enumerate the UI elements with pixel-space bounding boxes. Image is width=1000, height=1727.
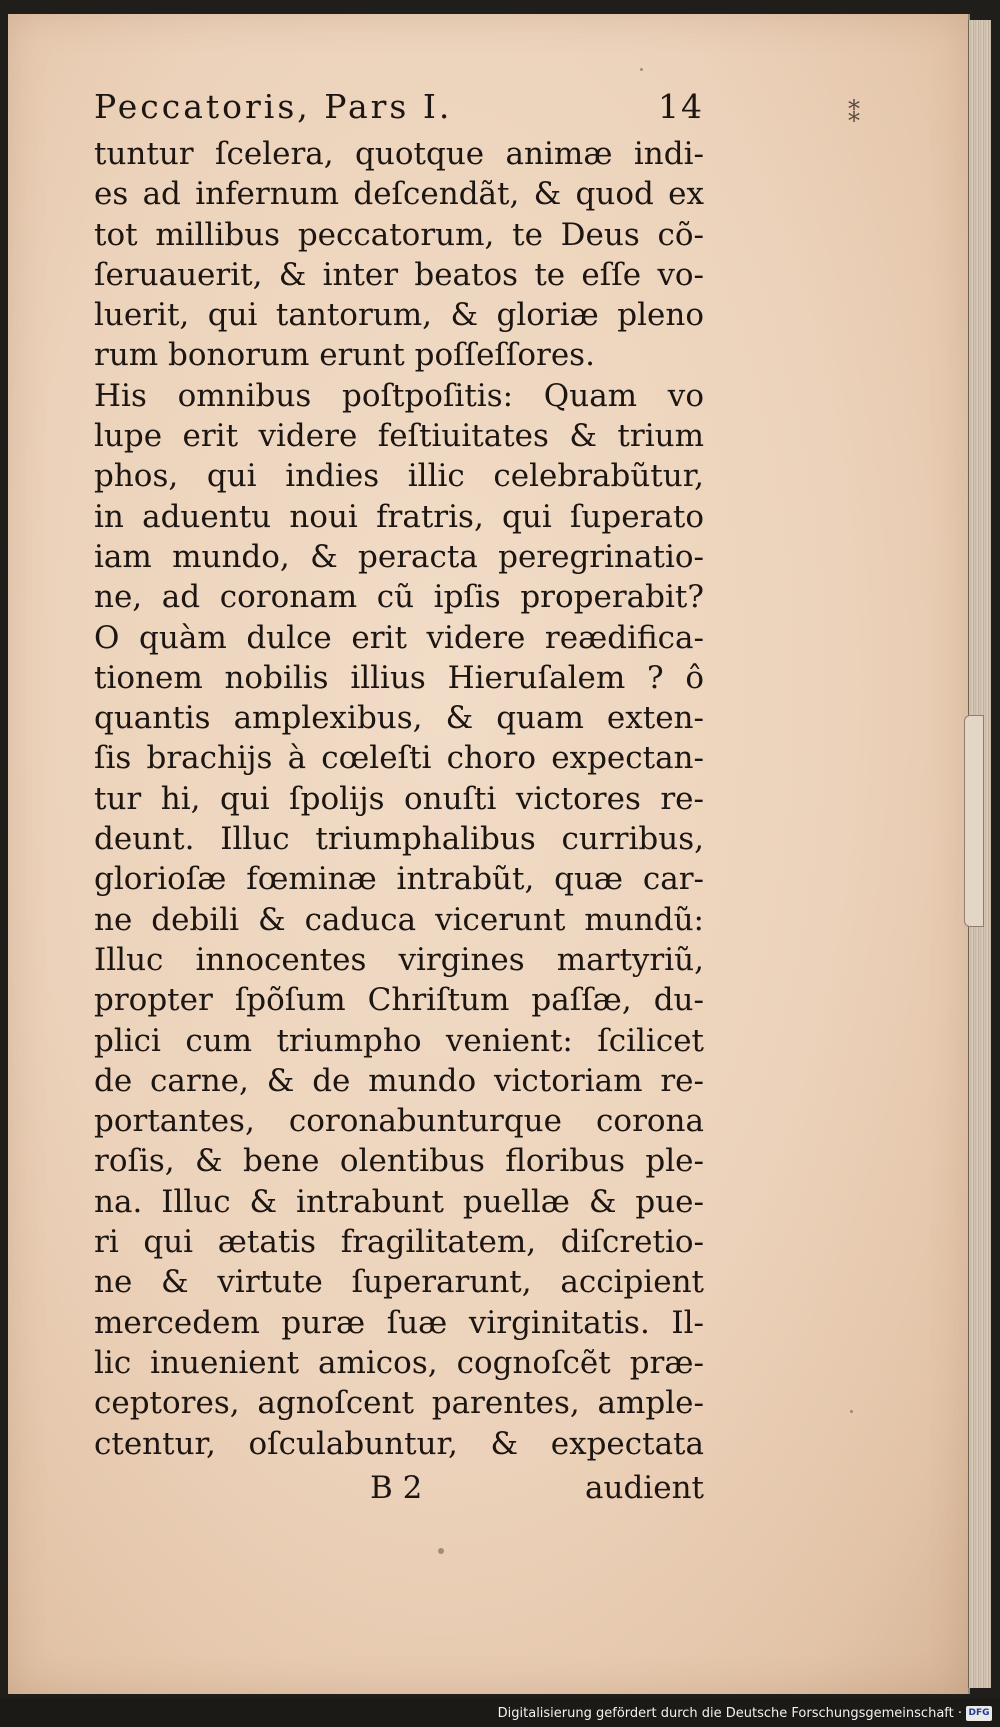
text-line: ne debili & caduca vicerunt mundũ: xyxy=(94,901,704,938)
text-line: ne, ad coronam cũ ipſis properabit? xyxy=(94,579,704,616)
text-line: ceptores, agnoſcent parentes, ample- xyxy=(94,1385,704,1422)
signature-mark: B 2 xyxy=(370,1469,423,1506)
text-line: ri qui ætatis fragilitatem, diſcretio- xyxy=(94,1224,704,1261)
text-line: lupe erit videre feſtiuitates & trium xyxy=(94,418,704,455)
text-line: luerit, qui tantorum, & gloriæ pleno xyxy=(94,297,704,334)
dfg-logo: DFG xyxy=(966,1706,992,1721)
body-text xyxy=(94,134,704,1464)
text-line: iam mundo, & peracta peregrinatio- xyxy=(94,538,704,575)
text-line: na. Illuc & intrabunt puellæ & pue- xyxy=(94,1183,704,1220)
text-line: ctentur, oſculabuntur, & expectata xyxy=(94,1425,704,1462)
page-number: 14 xyxy=(658,87,704,126)
page-tab-marker xyxy=(964,715,984,927)
text-line: ſis brachijs à cœleſti choro expectan- xyxy=(94,740,704,777)
page-text xyxy=(94,80,704,1512)
text-line: tuntur ſcelera, quotque animæ indi- xyxy=(94,136,704,172)
text-line: phos, qui indies illic celebrabũtur, xyxy=(94,458,704,495)
text-line: O quàm dulce erit videre reædifica- xyxy=(94,619,704,656)
text-line: tur hi, qui ſpolijs onuſti victores re- xyxy=(94,780,704,817)
running-title: Peccatoris, Pars I. xyxy=(94,87,453,126)
text-line: His omnibus poſtpoſitis: Quam vo xyxy=(94,377,704,414)
text-line: plici cum triumpho venient: ſcilicet xyxy=(94,1022,704,1059)
text-line: Illuc innocentes virgines martyriũ, xyxy=(94,941,704,978)
text-line: quantis amplexibus, & quam exten- xyxy=(94,700,704,737)
catchword: audient xyxy=(585,1469,704,1506)
text-line: ne & virtute ſuperarunt, accipient xyxy=(94,1264,704,1301)
paper-speck xyxy=(438,1548,444,1554)
credit-bar xyxy=(0,1699,1000,1727)
paper-speck xyxy=(850,1410,853,1413)
text-line: glorioſæ fœminæ intrabũt, quæ car- xyxy=(94,861,704,898)
funding-credit: Digitalisierung gefördert durch die Deutsche Forschungsgemeinschaft · xyxy=(497,1706,962,1721)
text-line: tot millibus peccatorum, te Deus cõ- xyxy=(94,216,704,253)
text-line: ſeruauerit, & inter beatos te eſſe vo- xyxy=(94,256,704,293)
text-line: tionem nobilis illius Hieruſalem ? ô xyxy=(94,659,704,696)
text-line: in aduentu noui fratris, qui ſuperato xyxy=(94,498,704,535)
text-line: lic inuenient amicos, cognoſcẽt præ- xyxy=(94,1344,704,1381)
page-footer xyxy=(94,1464,704,1512)
text-line: roſis, & bene olentibus floribus ple- xyxy=(94,1143,704,1180)
text-line: rum bonorum erunt poſſeſſores. xyxy=(94,337,595,374)
margin-mark: ⁑ xyxy=(848,100,860,128)
text-line: mercedem puræ ſuæ virginitatis. Il- xyxy=(94,1304,704,1341)
text-line: deunt. Illuc triumphalibus curribus, xyxy=(94,821,704,858)
text-line: de carne, & de mundo victoriam re- xyxy=(94,1062,704,1099)
running-header xyxy=(94,80,704,134)
text-line: propter ſpõſum Chriſtum paſſæ, du- xyxy=(94,982,704,1019)
paper-speck xyxy=(640,68,643,71)
text-line: portantes, coronabunturque corona xyxy=(94,1103,704,1140)
text-line: es ad infernum deſcendãt, & quod ex xyxy=(94,176,704,213)
